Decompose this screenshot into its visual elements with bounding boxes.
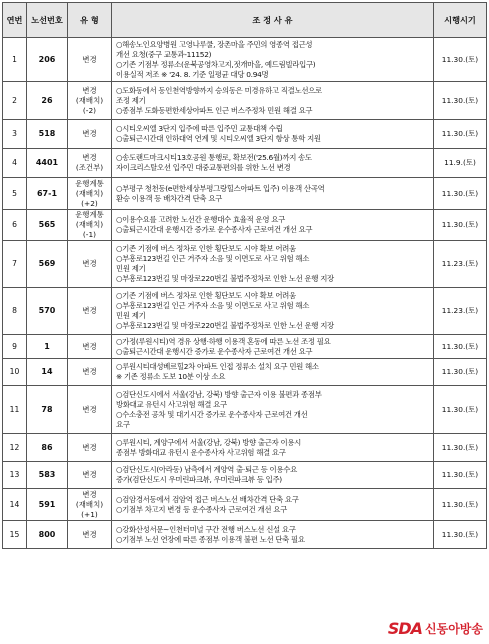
reason-line: 종점부 방화대교 유턴시 운수종사자 사고위험 해결 요구 xyxy=(116,448,430,458)
reason-line: ○시티오씨엘 3단지 입주에 따른 입주민 교통대책 수립 xyxy=(116,124,430,134)
row-type xyxy=(68,521,112,549)
row-reason xyxy=(112,120,434,149)
row-route: 800 xyxy=(27,521,68,549)
reason-line: ○강화산성서문~인천터미널 구간 전행 버스노선 신설 요구 xyxy=(116,525,430,535)
reason-line: ○출퇴근시간대 운행시간 증가로 운수종사자 근로여건 개선 요구 xyxy=(116,347,430,357)
reason-line: ○루원시티, 계양구에서 서울(강남, 강북) 방향 출근자 이용시 xyxy=(116,438,430,448)
row-type xyxy=(68,489,112,521)
table-row xyxy=(3,120,487,149)
reason-line: ○부흥로123번길 인근 거주자 소음 및 이면도로 사고 위험 해소 xyxy=(116,301,430,311)
row-date: 11.30.(토) xyxy=(434,38,487,82)
reason-line: ○검암경서동에서 검암역 접근 버스노선 배차간격 단축 요구 xyxy=(116,495,430,505)
row-type-line: (-1) xyxy=(68,230,111,240)
row-type-line: (+1) xyxy=(68,510,111,520)
row-reason xyxy=(112,335,434,359)
row-date: 11.30.(토) xyxy=(434,82,487,120)
row-date: 11.9.(토) xyxy=(434,149,487,178)
row-date: 11.30.(토) xyxy=(434,434,487,462)
row-reason xyxy=(112,359,434,386)
reason-line: 민원 제기 xyxy=(116,264,430,274)
broadcaster-watermark xyxy=(388,619,483,638)
row-route: 570 xyxy=(27,288,68,335)
reason-line: ○부평구 청천동(e편한세상부평그랑힐스아파트 입주) 이용객 산곡역 xyxy=(116,184,430,194)
table-header-row xyxy=(3,3,487,38)
row-no: 12 xyxy=(3,434,27,462)
row-reason xyxy=(112,210,434,241)
reason-line: ○해송노인요양병원 고영나루쿨, 장촌마을 주민의 영종역 접근성 xyxy=(116,40,430,50)
row-route: 569 xyxy=(27,241,68,288)
row-type xyxy=(68,359,112,386)
row-date: 11.30.(토) xyxy=(434,335,487,359)
row-type-line: 변경 xyxy=(68,306,111,316)
row-reason xyxy=(112,38,434,82)
watermark-name: 신동아방송 xyxy=(425,620,483,637)
reason-line: 요구 xyxy=(116,420,430,430)
row-date: 11.23.(토) xyxy=(434,288,487,335)
row-type-line: 변경 xyxy=(68,470,111,480)
table-row xyxy=(3,288,487,335)
row-type-line: 변경 xyxy=(68,490,111,500)
reason-line: ○기점부 차고지 변경 등 운수종사자 근로여건 개선 요구 xyxy=(116,505,430,515)
row-reason xyxy=(112,149,434,178)
row-type xyxy=(68,210,112,241)
row-type xyxy=(68,335,112,359)
reason-line: ○부흥로123번길 및 마장로220번길 불법주정차로 인한 노선 운행 지장 xyxy=(116,274,430,284)
reason-line: 증가(검단신도시 우미린파크뷰, 우미린파크뷰 등 입주) xyxy=(116,475,430,485)
reason-line: 방화대교 유턴시 사고위험 해결 요구 xyxy=(116,400,430,410)
reason-line: ○출퇴근시간대 운행시간 증가로 운수종사자 근로여건 개선 요구 xyxy=(116,225,430,235)
row-type-line: 변경 xyxy=(68,86,111,96)
row-type-line: (재배치) xyxy=(68,96,111,106)
reason-line: ※ 기존 정류소 도보 10분 이상 소요 xyxy=(116,372,430,382)
row-date: 11.23.(토) xyxy=(434,241,487,288)
row-type-line: (-2) xyxy=(68,106,111,116)
reason-line: 자이크리스탈오션 입주민 대중교통편의를 위한 노선 변경 xyxy=(116,163,430,173)
row-type xyxy=(68,288,112,335)
row-no: 11 xyxy=(3,386,27,434)
row-no: 5 xyxy=(3,178,27,210)
row-route: 78 xyxy=(27,386,68,434)
row-no: 14 xyxy=(3,489,27,521)
row-type xyxy=(68,120,112,149)
row-type xyxy=(68,462,112,489)
row-reason xyxy=(112,386,434,434)
row-route: 518 xyxy=(27,120,68,149)
table-row xyxy=(3,178,487,210)
row-route: 591 xyxy=(27,489,68,521)
row-type-line: 운행계통 xyxy=(68,210,111,220)
row-route: 86 xyxy=(27,434,68,462)
row-route: 1 xyxy=(27,335,68,359)
reason-line: ○기존 기점에 버스 정차로 인한 횡단보도 시야 확보 어려움 xyxy=(116,291,430,301)
table-body xyxy=(3,38,487,549)
row-no: 13 xyxy=(3,462,27,489)
row-no: 2 xyxy=(3,82,27,120)
reason-line: ○도화동에서 동인천역방향까지 승의동은 미경유하고 직결노선으로 xyxy=(116,86,430,96)
row-type-line: 변경 xyxy=(68,405,111,415)
reason-line: ○기존 기점에 버스 정차로 인한 횡단보도 시야 확보 어려움 xyxy=(116,244,430,254)
reason-line: 환승 이용객 등 배차간격 단축 요구 xyxy=(116,194,430,204)
reason-line: ○가정(루원시티)역 경유 상행·하행 이용객 혼동에 따른 노선 조정 필요 xyxy=(116,337,430,347)
table-row xyxy=(3,38,487,82)
row-type-line: (+2) xyxy=(68,199,111,209)
row-reason xyxy=(112,489,434,521)
table-row xyxy=(3,359,487,386)
table-row xyxy=(3,210,487,241)
row-date: 11.30.(토) xyxy=(434,521,487,549)
row-type-line: 변경 xyxy=(68,367,111,377)
header-type: 유 형 xyxy=(68,3,112,38)
header-reason: 조 정 사 유 xyxy=(112,3,434,38)
row-date: 11.30.(토) xyxy=(434,178,487,210)
row-type xyxy=(68,178,112,210)
row-type-line: 변경 xyxy=(68,530,111,540)
reason-line: 개선 요청(중구 교통과-11152) xyxy=(116,50,430,60)
row-route: 14 xyxy=(27,359,68,386)
reason-line: ○이용수요를 고려한 노선간 운행대수 효율적 운영 요구 xyxy=(116,215,430,225)
row-route: 565 xyxy=(27,210,68,241)
row-reason xyxy=(112,178,434,210)
header-route: 노선번호 xyxy=(27,3,68,38)
row-date: 11.30.(토) xyxy=(434,386,487,434)
table-row xyxy=(3,335,487,359)
row-type-line: (재배치) xyxy=(68,500,111,510)
reason-line: ○수소충전 공차 및 대기시간 증가로 운수종사자 근로여건 개선 xyxy=(116,410,430,420)
reason-line: 조정 제기 xyxy=(116,96,430,106)
row-type-line: 변경 xyxy=(68,153,111,163)
row-type-line: (재배치) xyxy=(68,189,111,199)
reason-line: ○검단신도시에서 서울(강남, 강북) 방향 출근자 이용 불편과 종점부 xyxy=(116,390,430,400)
reason-line: ○부흥로123번길 및 마장로220번길 불법주정차로 인한 노선 운행 지장 xyxy=(116,321,430,331)
row-no: 7 xyxy=(3,241,27,288)
table-row xyxy=(3,241,487,288)
table-row xyxy=(3,462,487,489)
row-no: 15 xyxy=(3,521,27,549)
reason-line: ○기점부 노선 연장에 따른 종점부 이용객 불편 노선 단축 필요 xyxy=(116,535,430,545)
table-row xyxy=(3,489,487,521)
reason-line: ○루원시티대성베르힐2차 아파트 인접 정류소 설치 요구 민원 해소 xyxy=(116,362,430,372)
row-reason xyxy=(112,241,434,288)
row-no: 6 xyxy=(3,210,27,241)
row-type xyxy=(68,38,112,82)
row-type xyxy=(68,241,112,288)
row-date: 11.30.(토) xyxy=(434,359,487,386)
header-no: 연번 xyxy=(3,3,27,38)
reason-line: ○부흥로123번길 인근 거주자 소음 및 이면도로 사고 위험 해소 xyxy=(116,254,430,264)
row-no: 8 xyxy=(3,288,27,335)
row-date: 11.30.(토) xyxy=(434,120,487,149)
row-type-line: 운행계통 xyxy=(68,179,111,189)
row-type xyxy=(68,149,112,178)
row-route: 4401 xyxy=(27,149,68,178)
row-type-line: 변경 xyxy=(68,443,111,453)
row-reason xyxy=(112,521,434,549)
reason-line: ○출퇴근시간대 인하대역 연계 및 시티오씨엘 3단지 항상 통학 지원 xyxy=(116,134,430,144)
row-route: 206 xyxy=(27,38,68,82)
row-reason xyxy=(112,82,434,120)
row-reason xyxy=(112,434,434,462)
watermark-logo: SDA xyxy=(388,619,422,638)
row-no: 3 xyxy=(3,120,27,149)
reason-line: ○검단신도시(아라동) 남측에서 계양역 출·퇴근 등 이용수요 xyxy=(116,465,430,475)
row-route: 26 xyxy=(27,82,68,120)
table-row xyxy=(3,82,487,120)
row-reason xyxy=(112,462,434,489)
row-no: 10 xyxy=(3,359,27,386)
row-date: 11.30.(토) xyxy=(434,210,487,241)
reason-line: ○종점부 도화동편한세상아파트 인근 버스주정차 민원 해결 요구 xyxy=(116,106,430,116)
table-row xyxy=(3,149,487,178)
row-type-line: (재배치) xyxy=(68,220,111,230)
row-no: 1 xyxy=(3,38,27,82)
reason-line: ○기존 기점부 정류소(운북공영차고지,젓개마을, 예드림빌라입구) xyxy=(116,60,430,70)
row-type-line: 변경 xyxy=(68,259,111,269)
row-route: 583 xyxy=(27,462,68,489)
table-row xyxy=(3,521,487,549)
row-type-line: 변경 xyxy=(68,342,111,352)
reason-line: ○송도랜드마크시티13호공원 통행로, 확보전('25.6월)까지 송도 xyxy=(116,153,430,163)
table-row xyxy=(3,386,487,434)
table-row xyxy=(3,434,487,462)
row-type-line: (조건부) xyxy=(68,163,111,173)
row-date: 11.30.(토) xyxy=(434,489,487,521)
row-reason xyxy=(112,288,434,335)
row-type-line: 변경 xyxy=(68,129,111,139)
row-type-line: 변경 xyxy=(68,55,111,65)
row-date: 11.30.(토) xyxy=(434,462,487,489)
row-route: 67-1 xyxy=(27,178,68,210)
row-type xyxy=(68,386,112,434)
reason-line: 민원 제기 xyxy=(116,311,430,321)
row-no: 9 xyxy=(3,335,27,359)
header-date: 시행시기 xyxy=(434,3,487,38)
reason-line: 이용실적 저조 ※ '24. 8. 기준 일평균 대당 0.94명 xyxy=(116,70,430,80)
row-type xyxy=(68,434,112,462)
row-no: 4 xyxy=(3,149,27,178)
route-adjustment-table xyxy=(2,2,487,549)
row-type xyxy=(68,82,112,120)
